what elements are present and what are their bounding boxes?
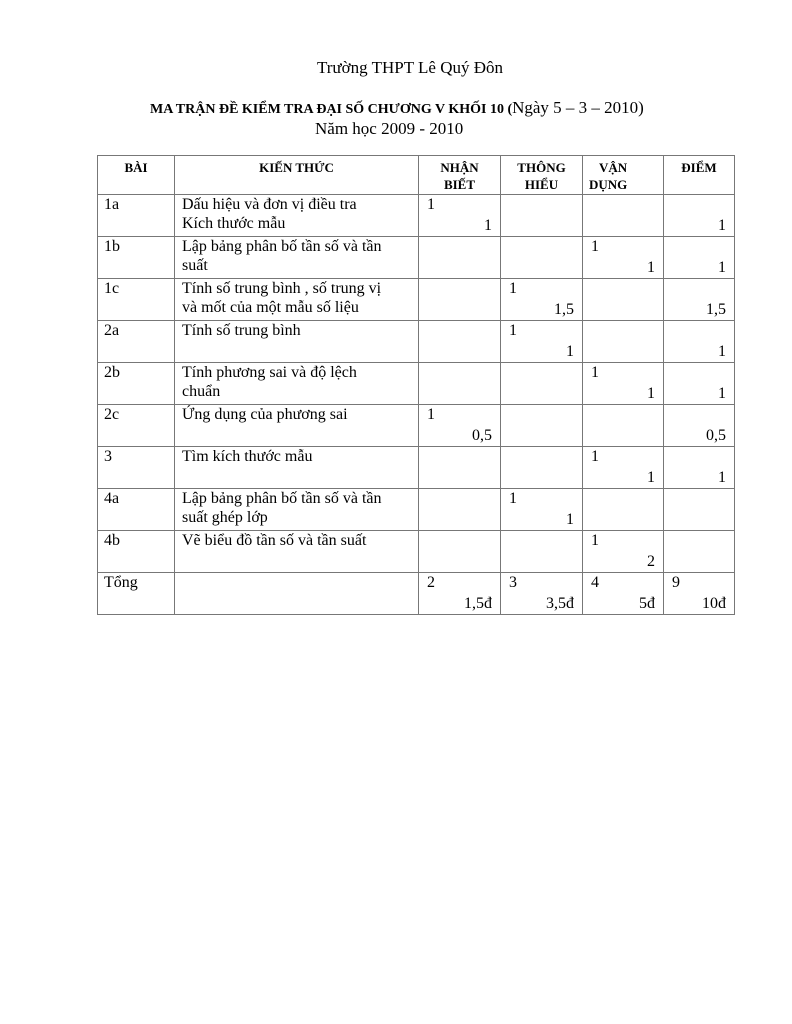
diem-count [664, 489, 734, 510]
cell-thong-hieu [501, 237, 583, 279]
thong-hieu-score: 1 [566, 343, 574, 360]
cell-kien-thuc [175, 237, 419, 279]
diem-count: 9 [672, 574, 680, 591]
title-bold: MA TRẬN ĐỀ KIỂM TRA ĐẠI SỐ CHƯƠNG V KHỐI 10 ( [150, 102, 513, 117]
diem-count [664, 195, 734, 216]
cell-diem [664, 405, 735, 447]
thong-hieu-count: 3 [509, 574, 517, 591]
table-row [98, 237, 735, 279]
cell-bai: 1b [98, 237, 175, 279]
cell-nhan-biet [419, 195, 501, 237]
cell-van-dung [583, 531, 664, 573]
cell-nhan-biet [419, 237, 501, 279]
cell-nhan-biet [419, 405, 501, 447]
cell-kien-thuc [175, 573, 419, 615]
cell-nhan-biet [419, 573, 501, 615]
cell-van-dung [583, 405, 664, 447]
kien-thuc-line1: Tính số trung bình , số trung vị [182, 280, 382, 297]
cell-nhan-biet [419, 279, 501, 321]
header-diem: ĐIỂM [664, 156, 735, 195]
nhan-biet-score: 1,5đ [464, 595, 492, 612]
diem-score: 1 [718, 385, 726, 402]
cell-van-dung [583, 489, 664, 531]
van-dung-count: 1 [591, 364, 599, 381]
cell-bai: 3 [98, 447, 175, 489]
cell-diem [664, 321, 735, 363]
van-dung-score: 1 [647, 259, 655, 276]
thong-hieu-score: 1,5 [554, 301, 574, 318]
thong-hieu-count [501, 447, 582, 468]
cell-diem [664, 531, 735, 573]
cell-van-dung [583, 321, 664, 363]
table-row [98, 279, 735, 321]
table-row [98, 195, 735, 237]
van-dung-count [583, 195, 663, 216]
nhan-biet-count [419, 447, 500, 468]
header-van-dung-line2: DỤNG [589, 177, 628, 192]
table-row [98, 573, 735, 615]
table-row [98, 447, 735, 489]
cell-nhan-biet [419, 531, 501, 573]
thong-hieu-count [501, 237, 582, 258]
header-thong-hieu-line1: THÔNG [517, 160, 566, 175]
van-dung-score: 1 [647, 469, 655, 486]
kien-thuc-line1: Lập bảng phân bố tần số và tần [182, 238, 382, 255]
diem-score: 0,5 [706, 427, 726, 444]
cell-diem [664, 363, 735, 405]
nhan-biet-count: 1 [427, 406, 435, 423]
van-dung-score: 1 [647, 385, 655, 402]
diem-score: 1 [718, 217, 726, 234]
diem-count [664, 279, 734, 300]
cell-kien-thuc [175, 279, 419, 321]
diem-count [664, 531, 734, 552]
cell-thong-hieu [501, 195, 583, 237]
cell-kien-thuc [175, 405, 419, 447]
nhan-biet-score: 1 [484, 217, 492, 234]
cell-bai: 2c [98, 405, 175, 447]
kien-thuc-line2: suất [182, 257, 208, 274]
cell-van-dung [583, 363, 664, 405]
thong-hieu-count: 1 [509, 490, 517, 507]
diem-count [664, 447, 734, 468]
cell-kien-thuc [175, 363, 419, 405]
nhan-biet-count: 1 [427, 196, 435, 213]
cell-van-dung [583, 279, 664, 321]
header-bai: BÀI [98, 156, 175, 195]
van-dung-count [583, 321, 663, 342]
cell-kien-thuc [175, 321, 419, 363]
van-dung-count: 1 [591, 448, 599, 465]
kien-thuc-line1: Vẽ biểu đồ tần số và tần suất [182, 532, 367, 549]
kien-thuc-line2: Kích thước mẫu [182, 215, 286, 232]
title-date: Ngày 5 – 3 – 2010) [512, 98, 644, 117]
kien-thuc-line1: Lập bảng phân bố tần số và tần [182, 490, 382, 507]
kien-thuc-line1: Tìm kích thước mẫu [182, 448, 313, 465]
van-dung-count: 1 [591, 532, 599, 549]
cell-thong-hieu [501, 279, 583, 321]
kien-thuc-line1: Tính số trung bình [182, 322, 301, 339]
thong-hieu-count: 1 [509, 322, 517, 339]
nhan-biet-count [419, 237, 500, 258]
header-thong-hieu [501, 156, 583, 195]
header-van-dung [583, 156, 664, 195]
nhan-biet-score: 0,5 [472, 427, 492, 444]
diem-count [664, 321, 734, 342]
nhan-biet-count [419, 531, 500, 552]
diem-score: 1,5 [706, 301, 726, 318]
nhan-biet-count [419, 489, 500, 510]
diem-count [664, 405, 734, 426]
van-dung-count [583, 279, 663, 300]
cell-diem [664, 489, 735, 531]
cell-bai: 2b [98, 363, 175, 405]
table-row [98, 321, 735, 363]
diem-score: 1 [718, 343, 726, 360]
header-van-dung-line1: VẬN [599, 160, 628, 175]
cell-nhan-biet [419, 363, 501, 405]
table-row [98, 489, 735, 531]
cell-thong-hieu [501, 447, 583, 489]
kien-thuc-line2: và mốt của một mẫu số liệu [182, 299, 359, 316]
thong-hieu-count [501, 195, 582, 216]
cell-diem [664, 447, 735, 489]
cell-bai: 1c [98, 279, 175, 321]
cell-thong-hieu [501, 573, 583, 615]
cell-kien-thuc [175, 195, 419, 237]
school-name: Trường THPT Lê Quý Đôn [316, 58, 504, 77]
table-row [98, 405, 735, 447]
van-dung-score: 5đ [639, 595, 655, 612]
diem-count [664, 363, 734, 384]
document-title [150, 98, 644, 118]
thong-hieu-count [501, 531, 582, 552]
exam-matrix-table [97, 155, 735, 615]
van-dung-count: 1 [591, 238, 599, 255]
cell-kien-thuc [175, 447, 419, 489]
cell-thong-hieu [501, 489, 583, 531]
cell-diem [664, 573, 735, 615]
cell-bai: 4a [98, 489, 175, 531]
cell-kien-thuc [175, 489, 419, 531]
van-dung-count: 4 [591, 574, 599, 591]
kien-thuc-line1: Dấu hiệu và đơn vị điều tra [182, 196, 357, 213]
cell-diem [664, 237, 735, 279]
cell-van-dung [583, 573, 664, 615]
cell-kien-thuc [175, 531, 419, 573]
table-row [98, 363, 735, 405]
diem-score: 1 [718, 469, 726, 486]
cell-bai: 1a [98, 195, 175, 237]
cell-bai: 2a [98, 321, 175, 363]
cell-thong-hieu [501, 531, 583, 573]
cell-nhan-biet [419, 489, 501, 531]
cell-thong-hieu [501, 405, 583, 447]
kien-thuc-line2: chuẩn [182, 383, 221, 400]
cell-diem [664, 279, 735, 321]
nhan-biet-count: 2 [427, 574, 435, 591]
nhan-biet-count [419, 279, 500, 300]
cell-thong-hieu [501, 321, 583, 363]
school-year: Năm học 2009 - 2010 [315, 119, 464, 138]
diem-count [664, 237, 734, 258]
cell-van-dung [583, 195, 664, 237]
kien-thuc-line1: Ứng dụng của phương sai [182, 406, 348, 423]
van-dung-count [583, 489, 663, 510]
nhan-biet-count [419, 363, 500, 384]
header-thong-hieu-line2: HIỂU [524, 177, 559, 192]
diem-score: 1 [718, 259, 726, 276]
cell-nhan-biet [419, 321, 501, 363]
diem-score: 10đ [702, 595, 726, 612]
header-nhan-biet [419, 156, 501, 195]
thong-hieu-count [501, 405, 582, 426]
cell-bai: Tổng [98, 573, 175, 615]
header-nhan-biet-line1: NHẬN [440, 160, 479, 175]
header-kien-thuc: KIẾN THỨC [175, 156, 419, 195]
cell-bai: 4b [98, 531, 175, 573]
kien-thuc-line1: Tính phương sai và độ lệch [182, 364, 357, 381]
thong-hieu-score: 3,5đ [546, 595, 574, 612]
van-dung-score: 2 [647, 553, 655, 570]
table-row [98, 531, 735, 573]
cell-nhan-biet [419, 447, 501, 489]
cell-diem [664, 195, 735, 237]
thong-hieu-count: 1 [509, 280, 517, 297]
cell-thong-hieu [501, 363, 583, 405]
cell-van-dung [583, 447, 664, 489]
header-nhan-biet-line2: BIẾT [443, 177, 476, 192]
van-dung-count [583, 405, 663, 426]
thong-hieu-score: 1 [566, 511, 574, 528]
thong-hieu-count [501, 363, 582, 384]
kien-thuc-line2: suất ghép lớp [182, 509, 268, 526]
cell-van-dung [583, 237, 664, 279]
table-header-row [98, 156, 735, 195]
nhan-biet-count [419, 321, 500, 342]
